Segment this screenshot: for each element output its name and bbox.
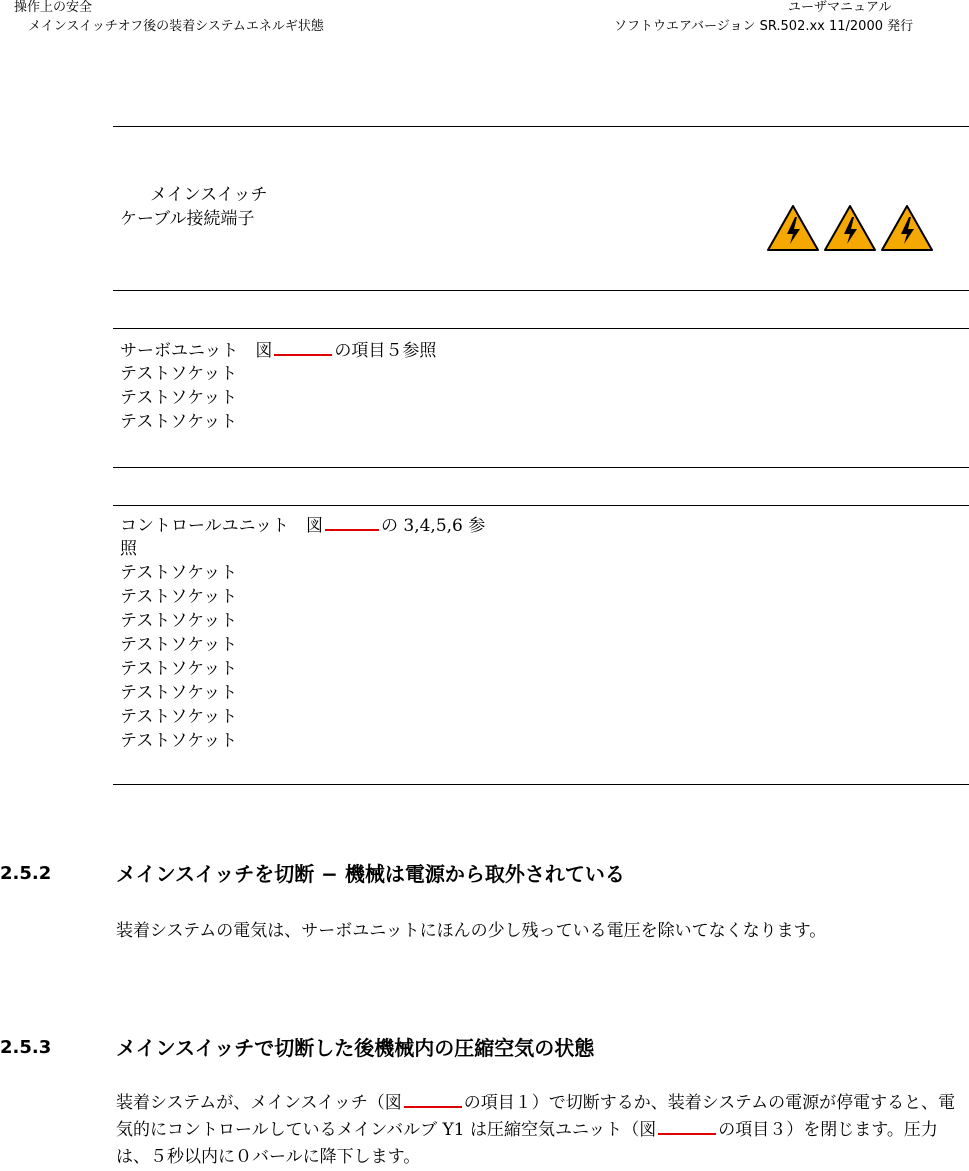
box3-item: テストソケット (120, 635, 238, 655)
box3-title (120, 513, 485, 538)
box3-item: テストソケット (120, 731, 238, 751)
box3-title-text: コントロールユニット 図 (120, 516, 323, 536)
box3-item: テストソケット (120, 707, 238, 727)
warning-triangle-2 (825, 206, 875, 250)
box1-label-cable-terminal: ケーブル接続端子 (120, 209, 255, 229)
warning-triangle-1 (768, 206, 818, 250)
header-section: 操作上の安全 (14, 0, 93, 15)
section-title: メインスイッチで切断した後機械内の圧縮空気の状態 (116, 1036, 595, 1060)
divider (113, 126, 969, 127)
divider (113, 467, 969, 468)
box2-item: テストソケット (120, 364, 238, 384)
section-number: 2.5.3 (0, 1037, 52, 1058)
warning-triangle-3 (882, 206, 932, 250)
box3-item: テストソケット (120, 563, 238, 583)
box3-item: テストソケット (120, 587, 238, 607)
box2-item: テストソケット (120, 388, 238, 408)
header-subtitle: メインスイッチオフ後の装着システムエネルギ状態 (28, 19, 324, 34)
section-body-text: の項目１）で切断するか、装着システムの電源が停電すると、電気的にコントロールしているメインバルブ Y1 は圧縮空気ユニット（図 (116, 1093, 956, 1140)
figure-reference-blank (404, 1090, 462, 1108)
box2-title (120, 338, 436, 363)
figure-reference-blank (274, 338, 332, 356)
box2-title-text: サーボユニット 図 (120, 341, 273, 361)
divider (113, 505, 969, 506)
box2-item: テストソケット (120, 412, 238, 432)
box3-item: テストソケット (120, 659, 238, 679)
high-voltage-warning-icon (766, 203, 934, 257)
section-body-text: の項目３）を閉じます。圧力は、５秒以内に０バールに降下します。 (116, 1120, 938, 1167)
divider (113, 328, 969, 329)
divider (113, 784, 969, 785)
header-manual-title: ユーザマニュアル (788, 0, 892, 15)
section-title: メインスイッチを切断 − 機械は電源から取外されている (116, 862, 625, 886)
header-version: ソフトウエアバージョン SR.502.xx 11/2000 発行 (614, 19, 914, 34)
section-body: 装着システムの電気は、サーボユニットにほんの少し残っている電圧を除いてなくなります。 (116, 921, 827, 941)
section-number: 2.5.2 (0, 863, 52, 884)
box3-item: テストソケット (120, 683, 238, 703)
section-body (116, 1090, 964, 1171)
section-body-text: 装着システムが、メインスイッチ（図 (116, 1093, 402, 1113)
box3-item: テストソケット (120, 611, 238, 631)
divider (113, 290, 969, 291)
box3-title-suffix: の 3,4,5,6 参 (380, 516, 486, 536)
box1-label-main-switch: メインスイッチ (150, 185, 268, 205)
figure-reference-blank (325, 513, 379, 531)
box2-title-suffix: の項目５参照 (334, 341, 437, 361)
figure-reference-blank (658, 1117, 716, 1135)
box3-title-continued: 照 (120, 539, 137, 559)
